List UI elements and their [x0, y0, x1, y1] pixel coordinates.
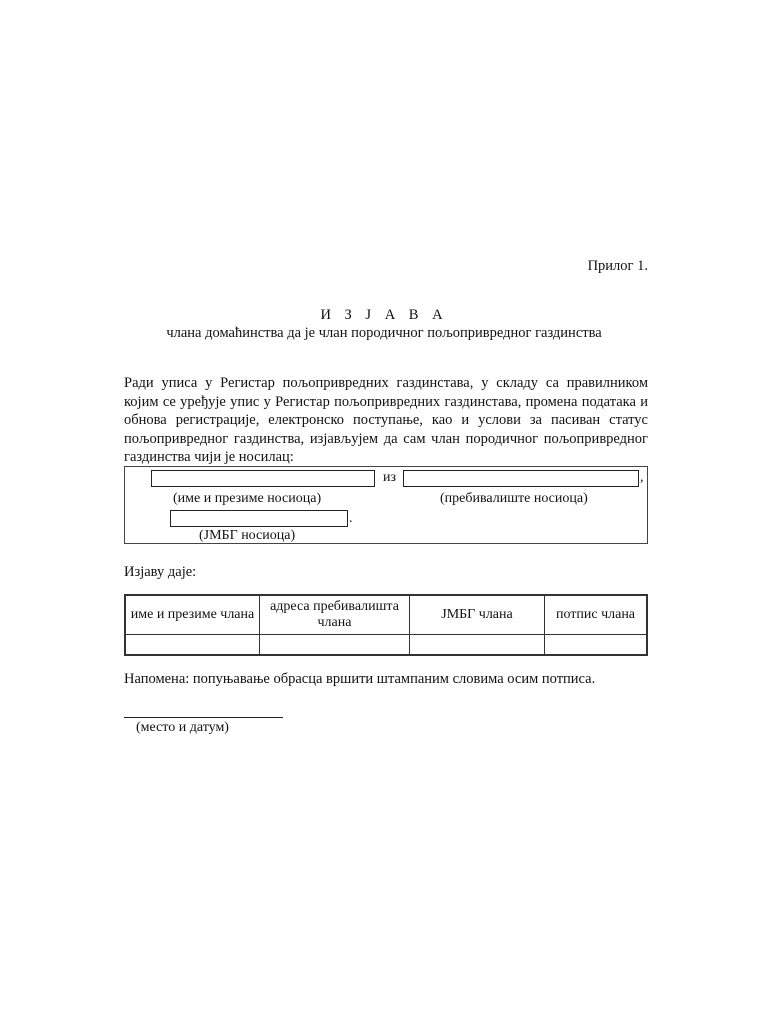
member-name-cell[interactable] — [125, 635, 260, 656]
member-jmbg-cell[interactable] — [410, 635, 545, 656]
member-address-cell[interactable] — [260, 635, 410, 656]
member-signature-cell[interactable] — [545, 635, 648, 656]
document-title: И З Ј А В А — [320, 307, 448, 323]
place-date-caption: (место и датум) — [136, 720, 229, 735]
column-header-address: адреса пребивалишта члана — [260, 595, 410, 635]
column-header-jmbg: ЈМБГ члана — [410, 595, 545, 635]
holder-jmbg-field[interactable] — [170, 510, 348, 527]
appendix-label: Прилог 1. — [587, 258, 648, 274]
intro-paragraph: Ради уписа у Регистар пољопривредних газдинстава, у складу са правилником којим се уређује упис у Регистар пољопривредних газдинстава, промена података и обнова регистрације, електронско поступање, као и услови за пасиван статус пољопривредног газдинства, изјављујем да сам члан породичног пољопривредног газдинства чији је носилац: — [124, 375, 648, 465]
comma-mark: , — [640, 470, 644, 485]
note-text: Напомена: попуњавање обрасца вршити штампаним словима осим потписа. — [124, 671, 596, 687]
from-word: из — [383, 470, 397, 485]
document-subtitle: члана домаћинства да је члан породичног пољопривредног газдинства — [166, 325, 602, 341]
period-mark: . — [349, 511, 353, 526]
holder-name-field[interactable] — [151, 470, 375, 487]
table-header-row — [125, 595, 647, 635]
holder-name-caption: (име и презиме носиоца) — [173, 491, 322, 506]
holder-jmbg-caption: (ЈМБГ носиоца) — [199, 528, 296, 543]
holder-residence-field[interactable] — [403, 470, 639, 487]
column-header-signature: потпис члана — [545, 595, 648, 635]
column-header-name: име и презиме члана — [125, 595, 260, 635]
members-table — [124, 594, 648, 656]
holder-residence-caption: (пребивалиште носиоца) — [440, 491, 588, 506]
holder-info-box — [124, 466, 648, 544]
declarer-label: Изјаву даје: — [124, 564, 197, 580]
table-row — [125, 635, 647, 656]
place-date-line[interactable] — [124, 717, 283, 718]
